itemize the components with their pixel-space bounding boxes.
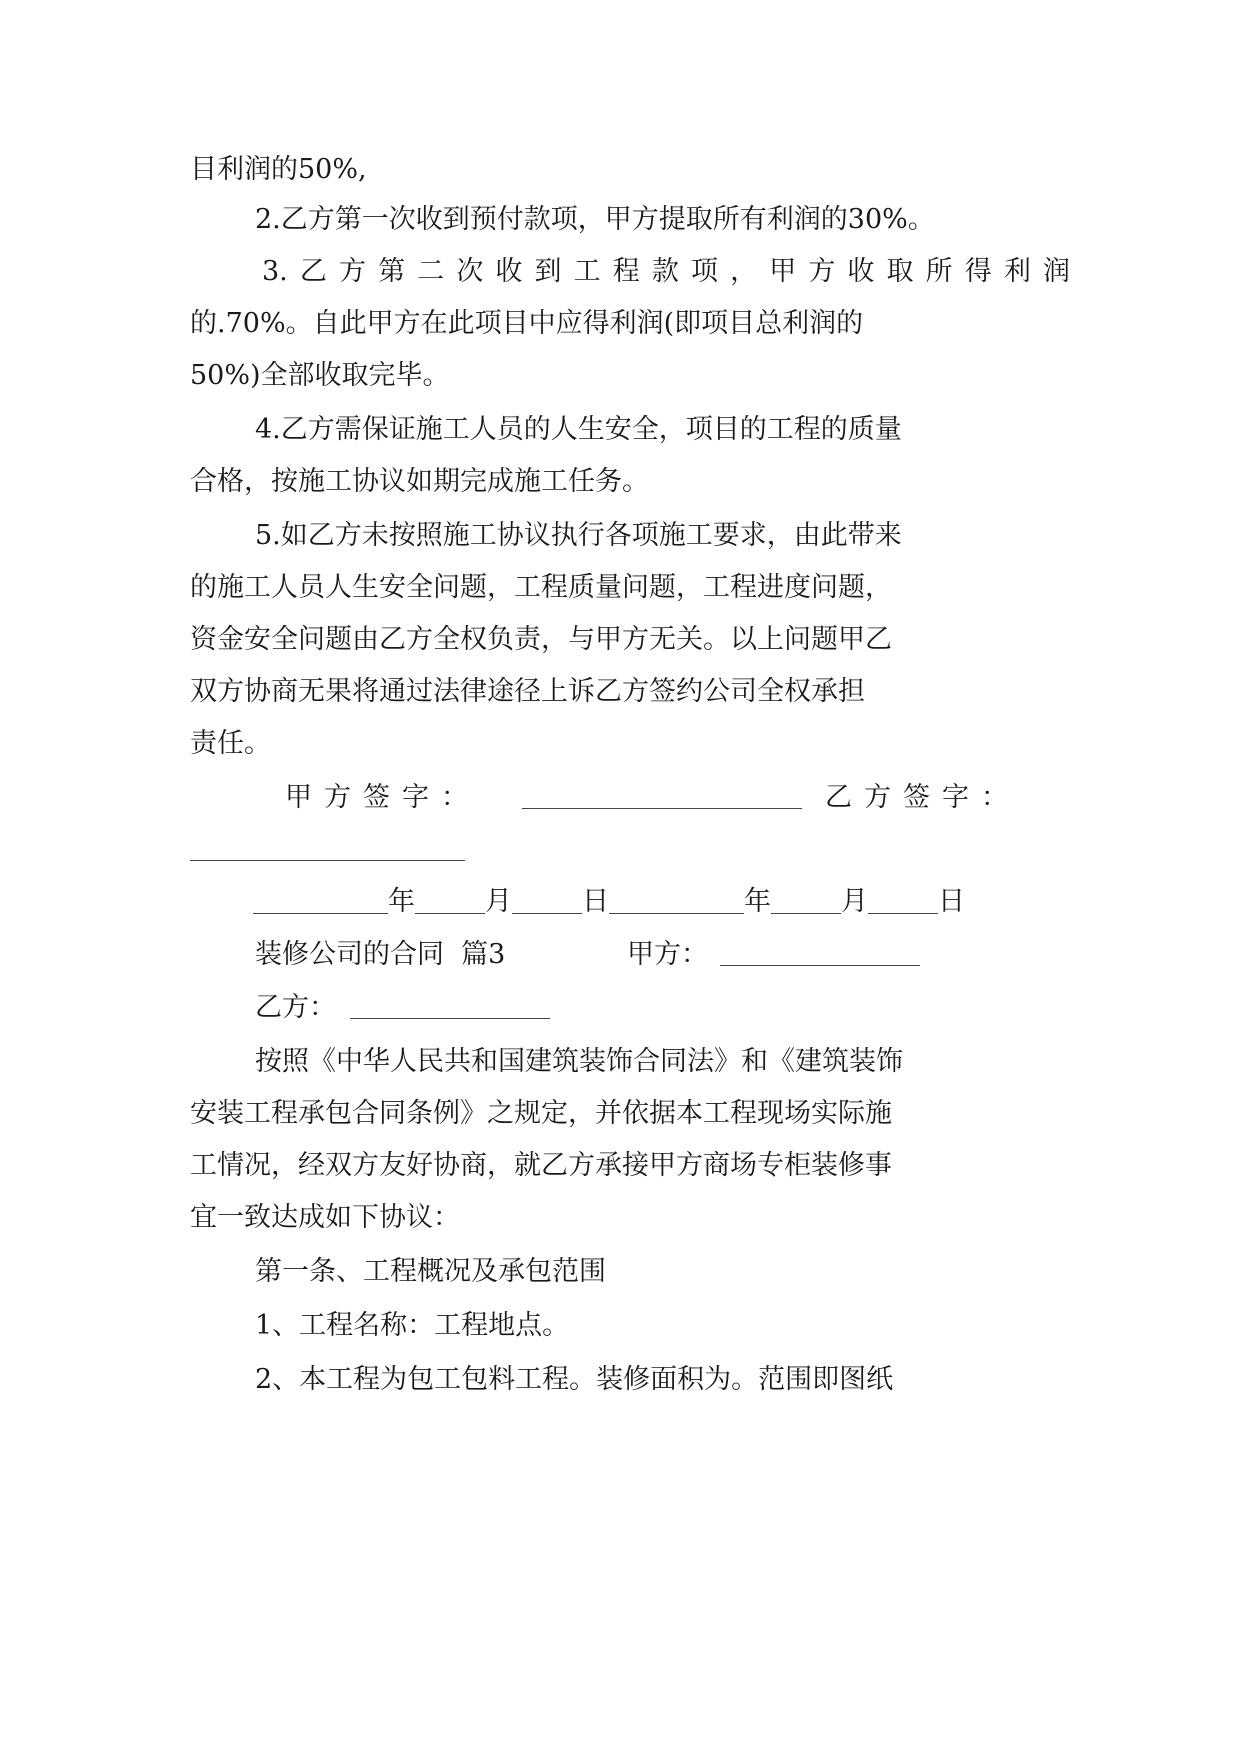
paragraph-line: 目利润的50%,: [190, 154, 367, 185]
signature-date: 年 月 日 年 月 日: [253, 882, 1013, 922]
paragraph-line: 5.如乙方未按照施工协议执行各项施工要求，由此带来: [255, 520, 902, 551]
party-b-signature-line: [190, 860, 465, 861]
paragraph-line: 责任。: [190, 728, 271, 759]
paragraph-line: 安装工程承包合同条例》之规定，并依据本工程现场实际施: [190, 1098, 892, 1129]
paragraph-line: 4.乙方需保证施工人员的人生安全，项目的工程的质量: [255, 414, 902, 445]
section-heading: 装修公司的合同 篇3: [255, 939, 506, 970]
party-a-signature-label: 甲方签字：: [285, 782, 480, 813]
party-b-label: 乙方：: [255, 992, 336, 1023]
article-heading: 第一条、工程概况及承包范围: [255, 1256, 606, 1287]
party-a-name-line: [720, 965, 920, 966]
paragraph-line: 宜一致达成如下协议：: [190, 1202, 460, 1233]
paragraph-line: 按照《中华人民共和国建筑装饰合同法》和《建筑装饰: [255, 1046, 903, 1077]
paragraph-line: 双方协商无果将通过法律途径上诉乙方签约公司全权承担: [190, 676, 865, 707]
paragraph-line: 2.乙方第一次收到预付款项，甲方提取所有利润的30%。: [255, 204, 935, 235]
paragraph-line: 的施工人员人生安全问题，工程质量问题，工程进度问题，: [190, 572, 892, 603]
paragraph-line: 3.乙方第二次收到工程款项，甲方收取所得利润: [262, 256, 1070, 287]
party-a-signature-line: [522, 808, 802, 809]
party-b-signature-label: 乙方签字：: [825, 782, 1020, 813]
party-a-label: 甲方：: [627, 939, 708, 970]
paragraph-line: 工情况，经双方友好协商，就乙方承接甲方商场专柜装修事: [190, 1150, 892, 1181]
paragraph-line: 合格，按施工协议如期完成施工任务。: [190, 466, 649, 497]
paragraph-line: 1、工程名称：工程地点。: [255, 1310, 570, 1341]
party-b-name-line: [350, 1018, 550, 1019]
paragraph-line: 50%)全部收取完毕。: [190, 360, 450, 391]
paragraph-line: 2、本工程为包工包料工程。装修面积为。范围即图纸: [255, 1364, 894, 1395]
paragraph-line: 的.70%。自此甲方在此项目中应得利润(即项目总利润的: [190, 308, 864, 339]
paragraph-line: 资金安全问题由乙方全权负责，与甲方无关。以上问题甲乙: [190, 624, 892, 655]
